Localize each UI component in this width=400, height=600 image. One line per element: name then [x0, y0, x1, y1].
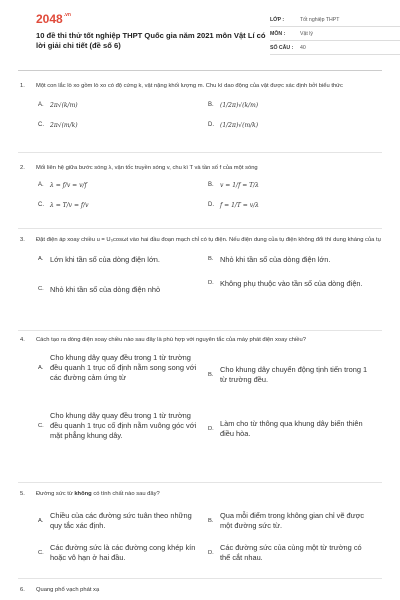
question-divider	[18, 482, 382, 483]
option-label: A.	[38, 101, 44, 108]
stem-emphasis: không	[74, 491, 92, 497]
option-text: Cho khung dây quay đều trong 1 từ trường đều quanh 1 trục cố định nằm song song với các đường cảm ứng từ	[50, 352, 197, 383]
option-label: B.	[208, 181, 214, 188]
question-divider	[18, 330, 382, 331]
option-label: D.	[208, 425, 214, 432]
option-text: (1/2π)√(m/k)	[220, 121, 259, 129]
option-text: Làm cho từ thông qua khung dây biến thiên điều hòa.	[220, 418, 363, 438]
meta-value: 40	[300, 44, 306, 51]
option-label: C.	[38, 121, 44, 128]
option-c[interactable]	[38, 285, 203, 295]
option-a[interactable]	[38, 101, 78, 110]
option-text: Không phụ thuộc vào tần số của dòng điện.	[220, 278, 363, 288]
option-d[interactable]	[208, 419, 373, 439]
question-1	[18, 82, 382, 131]
option-label: B.	[208, 371, 214, 378]
option-c[interactable]	[38, 543, 203, 563]
meta-key: MÔN :	[270, 30, 286, 37]
meta-row-class	[270, 13, 400, 27]
question-stem: Một con lắc lò xo gồm lò xo có độ cứng k, vật nặng khối lượng m. Chu kì dao động của vật được xác định bởi biểu thức	[36, 83, 343, 89]
question-number: 5.	[20, 491, 25, 497]
option-a[interactable]	[38, 255, 203, 265]
option-label: A.	[38, 364, 44, 371]
option-d[interactable]	[208, 121, 258, 130]
option-label: D.	[208, 280, 214, 287]
option-d[interactable]	[208, 543, 373, 563]
option-d[interactable]	[208, 279, 373, 289]
option-a[interactable]	[38, 511, 203, 531]
option-b[interactable]	[208, 255, 373, 265]
logo-suffix: .vn	[63, 12, 71, 18]
option-text: λ = f/v = v/f	[50, 181, 87, 189]
option-text: Qua mỗi điểm trong không gian chỉ vẽ được một đường sức từ.	[220, 510, 365, 530]
option-text: 2π√(m/k)	[50, 121, 78, 129]
question-divider	[18, 578, 382, 579]
stem-part: Đường sức từ	[36, 491, 75, 497]
option-label: D.	[208, 549, 214, 556]
option-label: A.	[38, 181, 44, 188]
option-grid	[36, 345, 382, 465]
header	[18, 0, 382, 64]
option-c[interactable]	[38, 121, 78, 130]
logo-text: 2048	[36, 12, 63, 26]
option-label: B.	[208, 256, 214, 263]
option-text: Cho khung dây chuyển động tịnh tiến trong 1 từ trường đều.	[220, 364, 368, 384]
header-divider	[18, 70, 382, 71]
question-divider	[18, 152, 382, 153]
question-stem: Cách tạo ra dòng điện xoay chiều nào sau đây là phù hợp với nguyên tắc của máy phát điện xoay chiều?	[36, 337, 306, 343]
option-text: Lớn khi tần số của dòng điện lớn.	[50, 254, 160, 264]
question-number: 1.	[20, 83, 25, 89]
document-title: 10 đề thi thử tốt nghiệp THPT Quốc gia năm 2021 môn Vật Lí có lời giải chi tiết (đề số 6)	[36, 31, 266, 51]
question-3	[18, 236, 382, 315]
question-stem: Đặt điện áp xoay chiều u = U₀cosωt vào hai đầu đoạn mạch chỉ có tụ điện. Nếu điện dung của tụ điện không đổi thì dung kháng của tụ	[36, 237, 381, 243]
meta-table	[270, 13, 400, 55]
meta-value: Vật lý	[300, 30, 313, 37]
option-text: λ = T/v = f/v	[50, 201, 89, 209]
question-stem: Quang phổ vạch phát xạ	[36, 587, 100, 593]
option-label: C.	[38, 549, 44, 556]
question-number: 4.	[20, 337, 25, 343]
option-text: Nhỏ khi tần số của dòng điện lớn.	[220, 254, 331, 264]
option-text: (1/2π)√(k/m)	[220, 101, 259, 109]
option-d[interactable]	[208, 201, 259, 210]
question-number: 6.	[20, 587, 25, 593]
option-text: f = 1/T = v/λ	[220, 201, 259, 209]
question-6	[18, 586, 382, 595]
meta-key: LỚP :	[270, 16, 285, 23]
option-label: D.	[208, 121, 214, 128]
option-text: Nhỏ khi tần số của dòng điện nhỏ	[50, 284, 161, 294]
option-b[interactable]	[208, 365, 373, 385]
question-2	[18, 164, 382, 213]
question-stem: Mối liên hệ giữa bước sóng λ, vận tốc truyền sóng v, chu kì T và tần số f của một sóng	[36, 165, 258, 171]
option-label: A.	[38, 256, 44, 263]
question-5	[18, 490, 382, 569]
option-label: C.	[38, 201, 44, 208]
stem-part: có tính chất nào sau đây?	[91, 491, 160, 497]
option-b[interactable]	[208, 101, 258, 110]
question-number: 3.	[20, 237, 25, 243]
option-c[interactable]	[38, 201, 89, 210]
option-grid	[36, 499, 382, 569]
option-text: Chiều của các đường sức tuân theo những quy tắc xác định.	[50, 510, 192, 530]
option-a[interactable]	[38, 353, 203, 384]
meta-key: SỐ CÂU :	[270, 44, 294, 51]
option-text: Các đường sức là các đường cong khép kín hoặc vô hạn ở hai đầu.	[50, 542, 196, 562]
option-grid	[36, 245, 382, 315]
question-stem	[36, 490, 382, 499]
option-label: B.	[208, 101, 214, 108]
meta-row-count	[270, 41, 400, 55]
meta-row-subject	[270, 27, 400, 41]
option-grid	[36, 91, 382, 131]
option-c[interactable]	[38, 411, 203, 442]
question-4	[18, 336, 382, 465]
option-text: 2π√(k/m)	[50, 101, 78, 109]
option-label: B.	[208, 517, 214, 524]
option-b[interactable]	[208, 181, 259, 190]
option-text: Các đường sức của cùng một từ trường có thể cắt nhau.	[220, 542, 362, 562]
option-text: v = 1/f = T/λ	[220, 181, 259, 189]
option-label: D.	[208, 201, 214, 208]
site-logo[interactable]	[36, 12, 71, 26]
option-label: C.	[38, 286, 44, 293]
option-a[interactable]	[38, 181, 87, 190]
question-number: 2.	[20, 165, 25, 171]
meta-value: Tốt nghiệp THPT	[300, 16, 340, 23]
option-b[interactable]	[208, 511, 373, 531]
option-text: Cho khung dây quay đều trong 1 từ trường đều quanh 1 trục cố định nằm vuông góc với mặt phẳng khung dây.	[50, 410, 197, 441]
question-divider	[18, 228, 382, 229]
option-label: C.	[38, 422, 44, 429]
option-label: A.	[38, 517, 44, 524]
option-grid	[36, 173, 382, 213]
